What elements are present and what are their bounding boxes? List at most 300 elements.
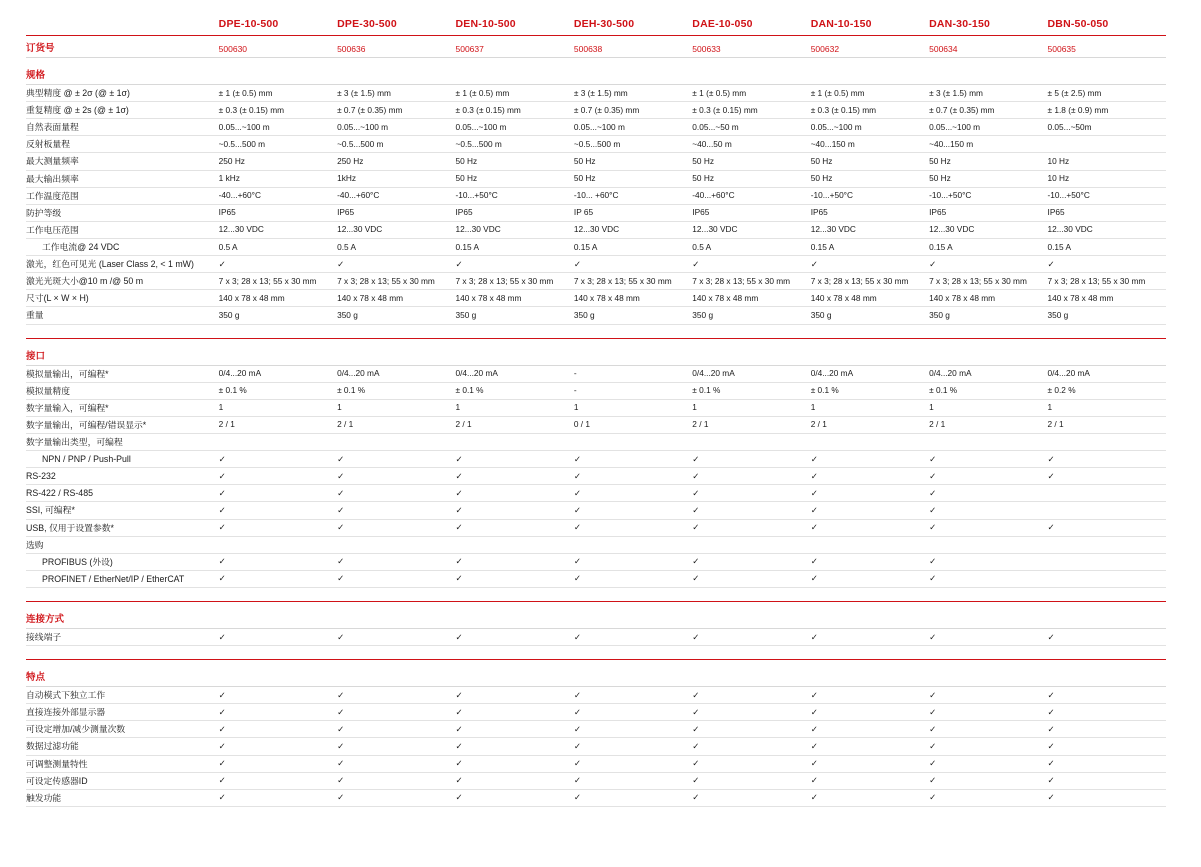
row-value-1-11-7: [1048, 553, 1166, 570]
section-header-blank-6: [929, 338, 1047, 365]
row-label-0-10: 激光，红色可见光 (Laser Class 2, < 1 mW): [26, 256, 219, 273]
row-value-1-0-2: 0/4...20 mA: [455, 365, 573, 382]
row-label-1-12: PROFINET / EtherNet/IP / EtherCAT: [26, 570, 219, 587]
row-value-1-6-4: ✓: [692, 468, 810, 485]
row-value-0-1-0: ± 0.3 (± 0.15) mm: [219, 102, 337, 119]
table-row: [26, 307, 1166, 324]
row-value-3-4-0: ✓: [219, 755, 337, 772]
row-value-0-2-0: 0.05...~100 m: [219, 119, 337, 136]
order-number-value-0: 500630: [219, 36, 337, 58]
row-value-1-2-7: 1: [1048, 399, 1166, 416]
section-header-1: [26, 338, 1166, 365]
row-value-2-0-2: ✓: [455, 628, 573, 645]
row-value-1-7-0: ✓: [219, 485, 337, 502]
row-value-0-9-4: 0.5 A: [692, 238, 810, 255]
row-value-1-9-2: ✓: [455, 519, 573, 536]
table-row: [26, 221, 1166, 238]
row-value-1-5-2: ✓: [455, 451, 573, 468]
row-value-0-3-7: [1048, 136, 1166, 153]
row-value-1-12-3: ✓: [574, 570, 692, 587]
row-value-0-9-7: 0.15 A: [1048, 238, 1166, 255]
section-header-blank-4: [692, 660, 810, 687]
row-value-0-2-7: 0.05...~50m: [1048, 119, 1166, 136]
section-header-blank-3: [574, 58, 692, 85]
row-value-0-7-1: IP65: [337, 204, 455, 221]
table-row: [26, 238, 1166, 255]
row-value-3-5-7: ✓: [1048, 772, 1166, 789]
table-row: [26, 273, 1166, 290]
row-value-0-12-1: 140 x 78 x 48 mm: [337, 290, 455, 307]
row-value-3-3-1: ✓: [337, 738, 455, 755]
row-label-0-13: 重量: [26, 307, 219, 324]
row-label-3-6: 触发功能: [26, 789, 219, 806]
row-value-0-8-5: 12...30 VDC: [811, 221, 929, 238]
row-value-0-0-6: ± 3 (± 1.5) mm: [929, 85, 1047, 102]
row-value-3-3-3: ✓: [574, 738, 692, 755]
row-label-0-2: 自然表面量程: [26, 119, 219, 136]
row-value-0-13-4: 350 g: [692, 307, 810, 324]
row-value-1-4-3: [574, 433, 692, 450]
section-header-blank-3: [574, 338, 692, 365]
table-row: [26, 451, 1166, 468]
row-label-0-0: 典型精度 @ ± 2σ (@ ± 1σ): [26, 85, 219, 102]
row-value-0-13-3: 350 g: [574, 307, 692, 324]
row-value-1-7-2: ✓: [455, 485, 573, 502]
section-header-blank-7: [1048, 601, 1166, 628]
order-number-row: [26, 36, 1166, 58]
row-value-0-5-5: 50 Hz: [811, 170, 929, 187]
row-value-1-10-3: [574, 536, 692, 553]
row-value-0-12-2: 140 x 78 x 48 mm: [455, 290, 573, 307]
column-header-1: DPE-30-500: [337, 18, 397, 30]
column-header-0: DPE-10-500: [218, 18, 279, 30]
row-value-0-5-7: 10 Hz: [1048, 170, 1166, 187]
row-value-1-9-1: ✓: [337, 519, 455, 536]
section-header-blank-2: [455, 58, 573, 85]
row-value-3-4-7: ✓: [1048, 755, 1166, 772]
table-row: [26, 628, 1166, 645]
row-value-1-12-2: ✓: [455, 570, 573, 587]
row-label-1-3: 数字量输出，可编程/错误显示*: [26, 416, 219, 433]
row-value-1-6-5: ✓: [811, 468, 929, 485]
table-row: [26, 502, 1166, 519]
row-value-0-10-1: ✓: [337, 256, 455, 273]
row-value-1-10-4: [692, 536, 810, 553]
column-header-5: DAN-10-150: [810, 18, 872, 30]
column-header-6: DAN-30-150: [929, 18, 991, 30]
section-header-blank-7: [1048, 338, 1166, 365]
row-label-0-11: 激光光斑大小@10 m /@ 50 m: [26, 273, 219, 290]
section-header-blank-5: [811, 338, 929, 365]
row-value-3-2-5: ✓: [811, 721, 929, 738]
row-value-0-6-7: -10...+50°C: [1048, 187, 1166, 204]
row-value-1-8-7: [1048, 502, 1166, 519]
row-value-3-5-5: ✓: [811, 772, 929, 789]
row-value-1-9-3: ✓: [574, 519, 692, 536]
specification-table: [26, 18, 1166, 807]
row-value-0-11-3: 7 x 3; 28 x 13; 55 x 30 mm: [574, 273, 692, 290]
row-value-3-0-2: ✓: [455, 687, 573, 704]
row-value-1-1-1: ± 0.1 %: [337, 382, 455, 399]
section-title-3: 特点: [26, 660, 219, 687]
table-row: [26, 519, 1166, 536]
row-value-1-1-2: ± 0.1 %: [455, 382, 573, 399]
row-value-1-6-6: ✓: [929, 468, 1047, 485]
row-label-1-10: 选购: [26, 536, 219, 553]
row-label-3-4: 可调整测量特性: [26, 755, 219, 772]
table-row: [26, 485, 1166, 502]
row-value-0-5-2: 50 Hz: [455, 170, 573, 187]
row-value-3-0-0: ✓: [219, 687, 337, 704]
table-row: [26, 256, 1166, 273]
row-value-0-11-7: 7 x 3; 28 x 13; 55 x 30 mm: [1048, 273, 1166, 290]
row-value-1-7-5: ✓: [811, 485, 929, 502]
section-header-blank-6: [929, 601, 1047, 628]
row-value-1-6-7: ✓: [1048, 468, 1166, 485]
row-value-0-1-2: ± 0.3 (± 0.15) mm: [455, 102, 573, 119]
row-value-1-9-4: ✓: [692, 519, 810, 536]
row-value-0-8-2: 12...30 VDC: [455, 221, 573, 238]
row-value-0-5-4: 50 Hz: [692, 170, 810, 187]
row-value-2-0-7: ✓: [1048, 628, 1166, 645]
section-spacer: [26, 587, 1166, 601]
table-row: [26, 704, 1166, 721]
row-value-1-6-3: ✓: [574, 468, 692, 485]
section-header-blank-1: [337, 601, 455, 628]
row-label-1-4: 数字量输出类型，可编程: [26, 433, 219, 450]
row-value-0-1-7: ± 1.8 (± 0.9) mm: [1048, 102, 1166, 119]
row-value-3-6-5: ✓: [811, 789, 929, 806]
row-value-3-1-2: ✓: [455, 704, 573, 721]
row-value-1-2-5: 1: [811, 399, 929, 416]
row-value-3-3-4: ✓: [692, 738, 810, 755]
row-value-0-0-4: ± 1 (± 0.5) mm: [692, 85, 810, 102]
row-label-1-2: 数字量输入，可编程*: [26, 399, 219, 416]
row-value-1-9-6: ✓: [929, 519, 1047, 536]
row-value-1-7-4: ✓: [692, 485, 810, 502]
row-value-1-12-6: ✓: [929, 570, 1047, 587]
table-row: [26, 170, 1166, 187]
table-row: [26, 755, 1166, 772]
section-header-blank-0: [219, 601, 337, 628]
row-label-3-2: 可设定增加/减少测量次数: [26, 721, 219, 738]
header-blank-cell: [26, 18, 219, 36]
row-value-0-7-3: IP 65: [574, 204, 692, 221]
row-value-0-8-1: 12...30 VDC: [337, 221, 455, 238]
row-value-3-0-4: ✓: [692, 687, 810, 704]
row-value-1-12-4: ✓: [692, 570, 810, 587]
row-label-2-0: 接线端子: [26, 628, 219, 645]
row-value-0-4-5: 50 Hz: [811, 153, 929, 170]
row-value-0-1-6: ± 0.7 (± 0.35) mm: [929, 102, 1047, 119]
order-number-value-4: 500633: [692, 36, 810, 58]
row-value-3-6-6: ✓: [929, 789, 1047, 806]
row-value-3-4-5: ✓: [811, 755, 929, 772]
row-value-0-9-0: 0.5 A: [219, 238, 337, 255]
row-value-3-6-0: ✓: [219, 789, 337, 806]
section-title-2: 连接方式: [26, 601, 219, 628]
row-value-0-13-7: 350 g: [1048, 307, 1166, 324]
row-value-3-3-0: ✓: [219, 738, 337, 755]
row-value-0-0-7: ± 5 (± 2.5) mm: [1048, 85, 1166, 102]
row-value-0-12-7: 140 x 78 x 48 mm: [1048, 290, 1166, 307]
row-label-3-3: 数据过滤功能: [26, 738, 219, 755]
table-row: [26, 136, 1166, 153]
row-value-3-5-1: ✓: [337, 772, 455, 789]
row-value-0-7-7: IP65: [1048, 204, 1166, 221]
row-value-0-4-4: 50 Hz: [692, 153, 810, 170]
row-value-1-10-7: [1048, 536, 1166, 553]
row-value-0-3-5: ~40...150 m: [811, 136, 929, 153]
row-label-0-4: 最大测量频率: [26, 153, 219, 170]
row-value-0-6-5: -10...+50°C: [811, 187, 929, 204]
row-value-1-1-6: ± 0.1 %: [929, 382, 1047, 399]
row-value-1-8-0: ✓: [219, 502, 337, 519]
row-value-1-10-0: [219, 536, 337, 553]
row-value-3-5-2: ✓: [455, 772, 573, 789]
row-value-0-2-3: 0.05...~100 m: [574, 119, 692, 136]
row-value-0-1-4: ± 0.3 (± 0.15) mm: [692, 102, 810, 119]
row-label-0-12: 尺寸(L × W × H): [26, 290, 219, 307]
row-value-3-1-4: ✓: [692, 704, 810, 721]
row-value-3-6-3: ✓: [574, 789, 692, 806]
row-value-0-0-2: ± 1 (± 0.5) mm: [455, 85, 573, 102]
row-value-1-1-3: -: [574, 382, 692, 399]
row-value-3-5-3: ✓: [574, 772, 692, 789]
table-row: [26, 468, 1166, 485]
row-value-0-0-3: ± 3 (± 1.5) mm: [574, 85, 692, 102]
section-spacer: [26, 646, 1166, 660]
row-value-1-4-7: [1048, 433, 1166, 450]
row-value-1-7-6: ✓: [929, 485, 1047, 502]
row-value-0-4-1: 250 Hz: [337, 153, 455, 170]
row-label-1-1: 模拟量精度: [26, 382, 219, 399]
row-label-0-8: 工作电压范围: [26, 221, 219, 238]
table-row: [26, 687, 1166, 704]
row-value-1-8-2: ✓: [455, 502, 573, 519]
table-row: [26, 187, 1166, 204]
row-value-0-10-0: ✓: [219, 256, 337, 273]
row-value-0-11-6: 7 x 3; 28 x 13; 55 x 30 mm: [929, 273, 1047, 290]
section-header-blank-3: [574, 660, 692, 687]
row-value-1-0-3: -: [574, 365, 692, 382]
row-value-0-5-6: 50 Hz: [929, 170, 1047, 187]
row-value-0-2-6: 0.05...~100 m: [929, 119, 1047, 136]
table-row: [26, 85, 1166, 102]
section-header-blank-0: [219, 58, 337, 85]
row-value-0-1-5: ± 0.3 (± 0.15) mm: [811, 102, 929, 119]
row-value-1-5-6: ✓: [929, 451, 1047, 468]
row-value-0-10-7: ✓: [1048, 256, 1166, 273]
row-value-1-5-0: ✓: [219, 451, 337, 468]
row-value-0-5-0: 1 kHz: [219, 170, 337, 187]
row-value-0-8-6: 12...30 VDC: [929, 221, 1047, 238]
row-value-1-3-3: 0 / 1: [574, 416, 692, 433]
row-value-3-5-4: ✓: [692, 772, 810, 789]
row-value-1-4-4: [692, 433, 810, 450]
row-value-1-0-6: 0/4...20 mA: [929, 365, 1047, 382]
row-value-0-12-3: 140 x 78 x 48 mm: [574, 290, 692, 307]
row-label-3-1: 直接连接外部显示器: [26, 704, 219, 721]
row-value-1-3-4: 2 / 1: [692, 416, 810, 433]
row-label-1-5: NPN / PNP / Push-Pull: [26, 451, 219, 468]
row-value-0-2-5: 0.05...~100 m: [811, 119, 929, 136]
section-header-blank-6: [929, 660, 1047, 687]
section-header-blank-5: [811, 660, 929, 687]
row-value-3-1-1: ✓: [337, 704, 455, 721]
order-number-value-6: 500634: [929, 36, 1047, 58]
order-number-value-3: 500638: [574, 36, 692, 58]
row-value-3-6-1: ✓: [337, 789, 455, 806]
row-value-2-0-5: ✓: [811, 628, 929, 645]
row-value-3-3-6: ✓: [929, 738, 1047, 755]
row-value-1-11-3: ✓: [574, 553, 692, 570]
table-row: [26, 102, 1166, 119]
row-value-0-1-1: ± 0.7 (± 0.35) mm: [337, 102, 455, 119]
row-value-1-10-6: [929, 536, 1047, 553]
row-value-0-8-0: 12...30 VDC: [219, 221, 337, 238]
row-value-1-8-3: ✓: [574, 502, 692, 519]
row-value-3-1-5: ✓: [811, 704, 929, 721]
row-value-1-12-5: ✓: [811, 570, 929, 587]
row-label-3-5: 可设定传感器ID: [26, 772, 219, 789]
row-value-0-13-0: 350 g: [219, 307, 337, 324]
row-value-3-6-2: ✓: [455, 789, 573, 806]
row-label-1-11: PROFIBUS (外设): [26, 553, 219, 570]
row-value-3-2-0: ✓: [219, 721, 337, 738]
row-value-0-12-4: 140 x 78 x 48 mm: [692, 290, 810, 307]
row-value-0-10-6: ✓: [929, 256, 1047, 273]
row-value-0-9-2: 0.15 A: [455, 238, 573, 255]
row-value-1-1-7: ± 0.2 %: [1048, 382, 1166, 399]
row-value-0-9-6: 0.15 A: [929, 238, 1047, 255]
section-header-blank-7: [1048, 58, 1166, 85]
row-value-0-7-0: IP65: [219, 204, 337, 221]
row-value-0-11-5: 7 x 3; 28 x 13; 55 x 30 mm: [811, 273, 929, 290]
row-value-1-0-1: 0/4...20 mA: [337, 365, 455, 382]
row-value-0-12-5: 140 x 78 x 48 mm: [811, 290, 929, 307]
section-header-blank-5: [811, 58, 929, 85]
row-value-1-2-6: 1: [929, 399, 1047, 416]
row-value-1-8-5: ✓: [811, 502, 929, 519]
row-value-0-8-7: 12...30 VDC: [1048, 221, 1166, 238]
section-header-blank-4: [692, 58, 810, 85]
row-value-3-3-7: ✓: [1048, 738, 1166, 755]
row-value-3-4-3: ✓: [574, 755, 692, 772]
row-value-1-0-5: 0/4...20 mA: [811, 365, 929, 382]
row-value-3-5-0: ✓: [219, 772, 337, 789]
row-value-1-6-2: ✓: [455, 468, 573, 485]
table-row: [26, 772, 1166, 789]
order-number-value-1: 500636: [337, 36, 455, 58]
row-value-1-12-7: [1048, 570, 1166, 587]
section-header-blank-4: [692, 338, 810, 365]
row-value-1-9-7: ✓: [1048, 519, 1166, 536]
row-value-3-2-3: ✓: [574, 721, 692, 738]
section-header-blank-5: [811, 601, 929, 628]
section-header-blank-1: [337, 338, 455, 365]
row-value-0-7-4: IP65: [692, 204, 810, 221]
row-value-0-5-1: 1kHz: [337, 170, 455, 187]
row-value-0-9-1: 0.5 A: [337, 238, 455, 255]
row-value-0-13-5: 350 g: [811, 307, 929, 324]
row-value-1-5-7: ✓: [1048, 451, 1166, 468]
row-value-0-7-2: IP65: [455, 204, 573, 221]
column-header-4: DAE-10-050: [692, 18, 753, 30]
row-value-1-5-1: ✓: [337, 451, 455, 468]
row-value-0-0-0: ± 1 (± 0.5) mm: [219, 85, 337, 102]
row-value-0-4-3: 50 Hz: [574, 153, 692, 170]
table-row: [26, 290, 1166, 307]
section-header-3: [26, 660, 1166, 687]
section-header-blank-0: [219, 338, 337, 365]
row-value-1-8-1: ✓: [337, 502, 455, 519]
row-value-1-2-3: 1: [574, 399, 692, 416]
row-value-1-5-3: ✓: [574, 451, 692, 468]
row-value-0-4-2: 50 Hz: [455, 153, 573, 170]
row-value-1-3-5: 2 / 1: [811, 416, 929, 433]
row-label-0-7: 防护等级: [26, 204, 219, 221]
order-number-value-5: 500632: [811, 36, 929, 58]
row-value-3-3-2: ✓: [455, 738, 573, 755]
row-label-1-0: 模拟量输出，可编程*: [26, 365, 219, 382]
row-value-0-0-5: ± 1 (± 0.5) mm: [811, 85, 929, 102]
section-spacer-cell: [26, 587, 1166, 601]
section-spacer: [26, 324, 1166, 338]
row-value-2-0-0: ✓: [219, 628, 337, 645]
row-value-0-10-5: ✓: [811, 256, 929, 273]
row-value-0-9-3: 0.15 A: [574, 238, 692, 255]
row-value-1-7-1: ✓: [337, 485, 455, 502]
section-header-blank-7: [1048, 660, 1166, 687]
row-value-1-11-4: ✓: [692, 553, 810, 570]
row-value-1-10-1: [337, 536, 455, 553]
table-header-row: [26, 18, 1166, 36]
row-value-3-0-3: ✓: [574, 687, 692, 704]
row-label-0-9: 工作电流@ 24 VDC: [26, 238, 219, 255]
row-value-3-2-6: ✓: [929, 721, 1047, 738]
row-value-0-11-0: 7 x 3; 28 x 13; 55 x 30 mm: [219, 273, 337, 290]
row-value-0-6-0: -40...+60°C: [219, 187, 337, 204]
row-value-0-13-1: 350 g: [337, 307, 455, 324]
row-label-3-0: 自动模式下独立工作: [26, 687, 219, 704]
row-value-1-1-4: ± 0.1 %: [692, 382, 810, 399]
row-value-0-6-2: -10...+50°C: [455, 187, 573, 204]
row-value-0-6-4: -40...+60°C: [692, 187, 810, 204]
table-row: [26, 570, 1166, 587]
row-value-1-6-0: ✓: [219, 468, 337, 485]
row-value-2-0-1: ✓: [337, 628, 455, 645]
row-value-0-13-6: 350 g: [929, 307, 1047, 324]
row-value-1-10-5: [811, 536, 929, 553]
row-value-0-4-6: 50 Hz: [929, 153, 1047, 170]
row-value-0-2-2: 0.05...~100 m: [455, 119, 573, 136]
row-value-1-1-0: ± 0.1 %: [219, 382, 337, 399]
row-value-0-7-6: IP65: [929, 204, 1047, 221]
row-value-0-10-2: ✓: [455, 256, 573, 273]
row-label-1-8: SSI, 可编程*: [26, 502, 219, 519]
row-value-1-8-4: ✓: [692, 502, 810, 519]
table-row: [26, 789, 1166, 806]
row-value-3-2-2: ✓: [455, 721, 573, 738]
row-label-1-7: RS-422 / RS-485: [26, 485, 219, 502]
section-spacer-cell: [26, 646, 1166, 660]
section-header-0: [26, 58, 1166, 85]
row-value-2-0-6: ✓: [929, 628, 1047, 645]
row-value-3-4-6: ✓: [929, 755, 1047, 772]
order-number-value-2: 500637: [455, 36, 573, 58]
row-value-1-11-5: ✓: [811, 553, 929, 570]
